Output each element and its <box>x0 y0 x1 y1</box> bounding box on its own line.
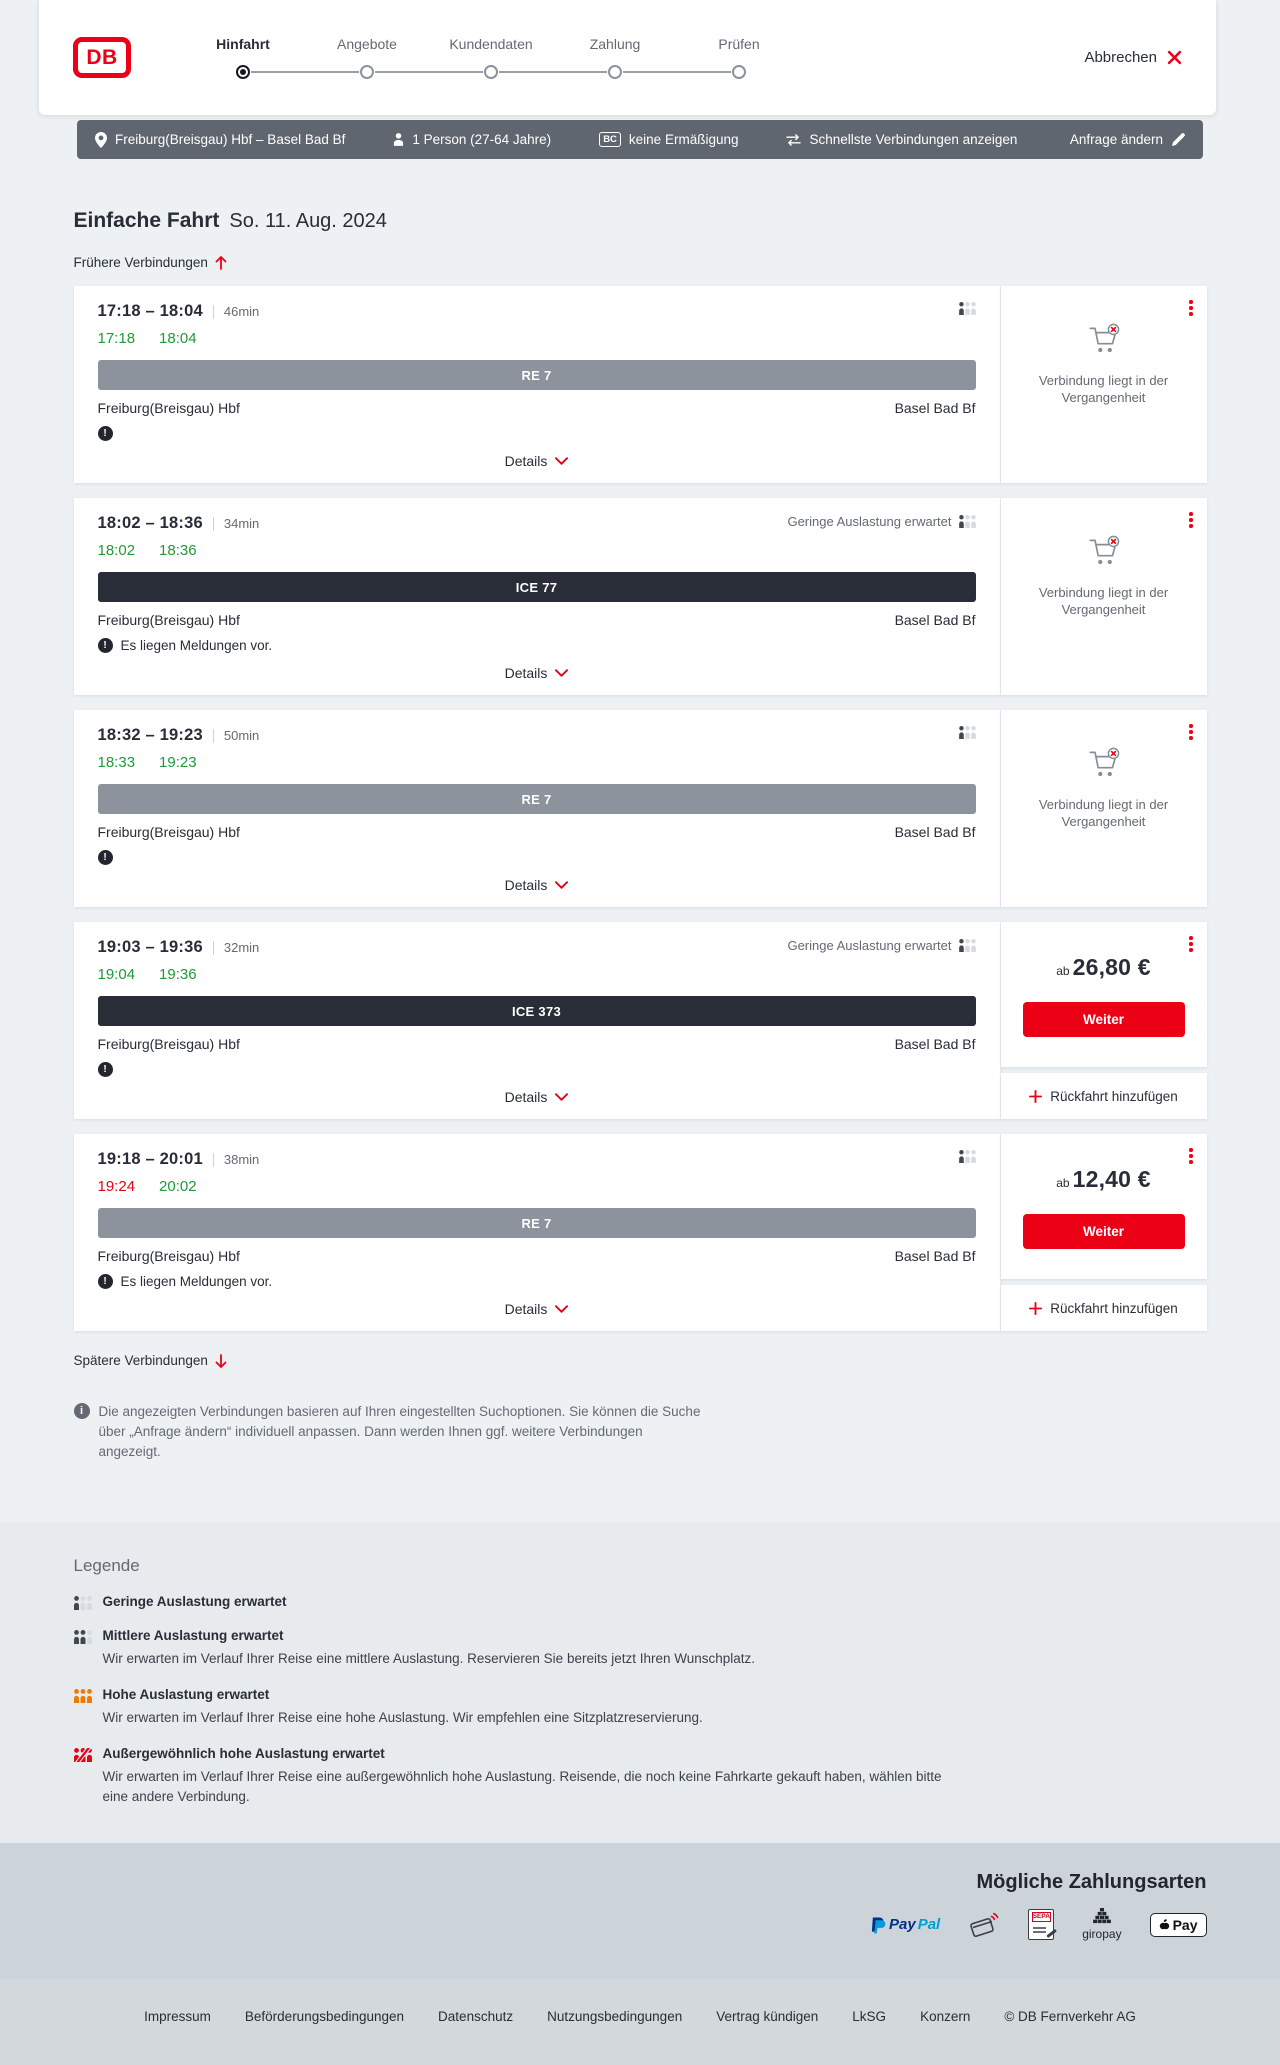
time-range: 18:02 – 18:36 <box>97 514 203 532</box>
legend-item <box>74 1687 1207 1728</box>
stepper <box>181 36 801 79</box>
arrival-time: 18:04 <box>159 330 197 347</box>
footer-links <box>74 2009 1207 2024</box>
sort-summary <box>786 132 1017 147</box>
occupancy-indicator <box>952 302 976 315</box>
info-note-text: Die angezeigten Verbindungen basieren auf Ihren eingestellten Suchoptionen. Sie können die Suche über „Anfrage ändern“ individuell anpassen. Dann werden Ihnen ggf. weitere Verbindungen angezeigt. <box>98 1404 701 1459</box>
sepa-label: SEPA <box>1032 1913 1050 1920</box>
duration: 50min <box>223 728 260 743</box>
separator <box>213 941 214 955</box>
legend-item <box>74 1594 1207 1610</box>
cart-crossed-icon <box>1085 322 1123 358</box>
legend-item-description: Wir erwarten im Verlauf Ihrer Reise eine hohe Auslastung. Wir empfehlen eine Sitzplatzreservierung. <box>102 1710 703 1725</box>
notice <box>98 1274 976 1289</box>
edit-request-button[interactable] <box>1070 132 1185 147</box>
plus-icon <box>1029 1090 1042 1103</box>
side-panel-main <box>1001 1134 1207 1279</box>
separator <box>213 1153 214 1167</box>
footer-link[interactable]: Vertrag kündigen <box>716 2009 819 2024</box>
chevron-down-icon <box>555 1305 568 1313</box>
payments-section <box>0 1843 1280 1979</box>
kebab-menu-button[interactable] <box>1184 507 1198 533</box>
train-label: ICE 77 <box>98 572 976 602</box>
step-label: Prüfen <box>718 36 760 52</box>
chevron-down-icon <box>555 881 568 889</box>
side-panel-main <box>1001 498 1207 695</box>
legend-items <box>74 1594 1207 1807</box>
departure-time: 19:04 <box>97 966 136 983</box>
cancel-label: Abbrechen <box>1084 49 1157 66</box>
legend-item-title: Hohe Auslastung erwartet <box>102 1687 270 1702</box>
connection-card <box>74 1134 1001 1331</box>
separator <box>213 517 214 531</box>
price-prefix: ab <box>1056 1176 1070 1190</box>
connection-side-panel <box>1001 1134 1207 1331</box>
later-connections-link[interactable] <box>74 1353 227 1368</box>
notice <box>98 426 976 441</box>
alert-icon <box>98 426 113 441</box>
discount-label: keine Ermäßigung <box>628 132 739 147</box>
pencil-icon <box>1172 133 1185 146</box>
details-button[interactable] <box>499 661 575 685</box>
departure-time: 18:33 <box>97 754 136 771</box>
info-icon <box>74 1403 90 1419</box>
occupancy-indicator <box>952 726 976 739</box>
connection-row <box>74 498 1207 695</box>
price-prefix: ab <box>1056 964 1070 978</box>
footer-link[interactable]: Nutzungsbedingungen <box>547 2009 683 2024</box>
notice <box>98 638 976 653</box>
time-range: 18:32 – 19:23 <box>97 726 203 744</box>
sepa-icon <box>1028 1909 1054 1940</box>
connection-row <box>74 1134 1207 1331</box>
kebab-menu-button[interactable] <box>1184 295 1198 321</box>
stations <box>98 400 976 416</box>
legend-text <box>103 1594 287 1609</box>
legend-item-title: Geringe Auslastung erwartet <box>102 1594 287 1609</box>
price-panel <box>1001 954 1207 1037</box>
notice-text: Es liegen Meldungen vor. <box>120 1274 273 1289</box>
connection-row <box>74 922 1207 1119</box>
paypal-label-2: Pal <box>917 1916 941 1933</box>
actual-times <box>98 966 976 983</box>
occupancy-icon <box>959 726 976 739</box>
occupancy-icon <box>959 939 976 952</box>
info-note <box>74 1402 1207 1462</box>
origin-station: Freiburg(Breisgau) Hbf <box>97 1036 240 1052</box>
paypal-icon <box>870 1915 887 1935</box>
discount-summary <box>599 132 738 147</box>
connection-side-panel <box>1001 710 1207 907</box>
details-label: Details <box>504 665 548 681</box>
occupancy-icon <box>74 1689 92 1703</box>
past-connection-info <box>1001 746 1207 830</box>
footer-link[interactable]: Impressum <box>144 2009 211 2024</box>
arrow-down-icon <box>215 1354 227 1368</box>
step-label: Kundendaten <box>449 36 533 52</box>
legend-item <box>74 1628 1207 1669</box>
duration: 38min <box>223 1152 260 1167</box>
occupancy-icon <box>959 1150 976 1163</box>
price-line <box>1056 1166 1151 1193</box>
kebab-menu-button[interactable] <box>1184 719 1198 745</box>
price-value: 12,40 € <box>1072 1166 1151 1192</box>
passengers-summary <box>393 132 551 147</box>
arrival-time: 18:36 <box>159 542 197 559</box>
time-range: 17:18 – 18:04 <box>97 302 203 320</box>
later-connections-label: Spätere Verbindungen <box>73 1353 208 1368</box>
giropay-logo <box>1082 1908 1121 1941</box>
notice <box>98 1062 976 1077</box>
alert-icon <box>98 850 113 865</box>
cart-crossed-icon <box>1085 534 1123 570</box>
separator <box>213 729 214 743</box>
db-logo[interactable] <box>73 37 131 78</box>
payment-methods <box>74 1908 1207 1941</box>
trip-type-title: Einfache Fahrt <box>73 209 220 232</box>
add-return-trip-button[interactable] <box>1001 1285 1207 1331</box>
add-return-trip-button[interactable] <box>1001 1073 1207 1119</box>
details-button[interactable] <box>499 1085 575 1109</box>
giropay-label: giropay <box>1082 1927 1122 1941</box>
app-header <box>39 0 1216 115</box>
paypal-label: Pay <box>889 1916 916 1933</box>
apple-pay-label: Pay <box>1172 1916 1198 1933</box>
connection-times <box>98 514 260 533</box>
legend-item-title: Mittlere Auslastung erwartet <box>102 1628 284 1643</box>
time-range: 19:03 – 19:36 <box>97 938 203 956</box>
apple-icon <box>1159 1918 1170 1931</box>
earlier-connections-link[interactable] <box>74 255 227 270</box>
route-label: Freiburg(Breisgau) Hbf – Basel Bad Bf <box>115 132 346 147</box>
stations <box>98 1248 976 1264</box>
origin-station: Freiburg(Breisgau) Hbf <box>97 824 240 840</box>
separator <box>213 305 214 319</box>
kebab-menu-button[interactable] <box>1184 931 1198 957</box>
past-connection-info <box>1001 534 1207 618</box>
duration: 46min <box>223 304 260 319</box>
earlier-connections-label: Frühere Verbindungen <box>73 255 208 270</box>
cancel-button[interactable] <box>1084 49 1182 66</box>
legend-heading: Legende <box>73 1556 140 1575</box>
footer-link[interactable]: Konzern <box>920 2009 971 2024</box>
past-connection-info <box>1001 322 1207 406</box>
duration: 32min <box>223 940 260 955</box>
actual-times <box>98 542 976 559</box>
destination-station: Basel Bad Bf <box>894 400 976 416</box>
connections-list <box>74 286 1207 1331</box>
legend-item-title: Außergewöhnlich hohe Auslastung erwartet <box>102 1746 385 1761</box>
occupancy-icon <box>74 1630 92 1644</box>
occupancy-indicator <box>787 514 975 529</box>
details-button[interactable] <box>499 873 575 897</box>
legend-item-description: Wir erwarten im Verlauf Ihrer Reise eine mittlere Auslastung. Reservieren Sie bereits jetzt Ihren Wunschplatz. <box>102 1651 756 1666</box>
payments-heading: Mögliche Zahlungsarten <box>976 1871 1207 1893</box>
notice-text: Es liegen Meldungen vor. <box>120 638 273 653</box>
connection-card <box>74 498 1001 695</box>
occupancy-icon <box>74 1596 92 1610</box>
connection-row <box>74 286 1207 483</box>
step-circle-icon <box>360 65 374 79</box>
plus-icon <box>1029 1302 1042 1315</box>
bahncard-icon: BC <box>599 132 621 147</box>
origin-station: Freiburg(Breisgau) Hbf <box>97 400 240 416</box>
legend-text <box>103 1628 756 1669</box>
chevron-down-icon <box>555 457 568 465</box>
departure-time: 17:18 <box>97 330 136 347</box>
occupancy-label: Geringe Auslastung erwartet <box>787 938 952 953</box>
price-panel <box>1001 1166 1207 1249</box>
occupancy-label: Geringe Auslastung erwartet <box>787 514 952 529</box>
connection-times <box>98 302 260 321</box>
details-label: Details <box>504 1301 548 1317</box>
footer-link[interactable]: Beförderungsbedingungen <box>244 2009 405 2024</box>
connection-times <box>98 938 260 957</box>
giropay-icon <box>1093 1908 1111 1925</box>
chevron-down-icon <box>555 1093 568 1101</box>
step-circle-icon <box>732 65 746 79</box>
time-range: 19:18 – 20:01 <box>97 1150 203 1168</box>
legend-text <box>103 1746 963 1807</box>
origin-station: Freiburg(Breisgau) Hbf <box>97 612 240 628</box>
arrival-time: 20:02 <box>159 1178 197 1195</box>
edit-request-label: Anfrage ändern <box>1069 132 1163 147</box>
legend-item <box>74 1746 1207 1807</box>
legend-section <box>0 1522 1280 1843</box>
actual-times <box>98 330 976 347</box>
side-panel-main <box>1001 286 1207 483</box>
legend-item-description: Wir erwarten im Verlauf Ihrer Reise eine außergewöhnlich hohe Auslastung. Reisende, die noch keine Fahrkarte gekauft haben, wählen bitte eine andere Verbindung. <box>102 1769 942 1804</box>
side-panel-main <box>1001 922 1207 1067</box>
occupancy-indicator <box>787 938 975 953</box>
duration: 34min <box>223 516 260 531</box>
stations <box>98 1036 976 1052</box>
connection-card <box>74 710 1001 907</box>
passengers-label: 1 Person (27-64 Jahre) <box>412 132 552 147</box>
search-summary-bar <box>77 120 1203 159</box>
alert-icon <box>98 1274 113 1289</box>
chevron-down-icon <box>555 669 568 677</box>
continue-button[interactable]: Weiter <box>1023 1214 1185 1249</box>
price-line <box>1056 954 1151 981</box>
past-connection-message: Verbindung liegt in der Vergangenheit <box>1038 797 1169 829</box>
stations <box>98 824 976 840</box>
travel-date: So. 11. Aug. 2024 <box>229 210 387 232</box>
pen-icon <box>1047 1929 1057 1938</box>
arrow-up-icon <box>215 256 227 270</box>
details-label: Details <box>504 877 548 893</box>
train-label: RE 7 <box>98 784 976 814</box>
origin-station: Freiburg(Breisgau) Hbf <box>97 1248 240 1264</box>
arrival-time: 19:23 <box>159 754 197 771</box>
connection-card <box>74 922 1001 1119</box>
add-return-label: Rückfahrt hinzufügen <box>1050 1088 1178 1104</box>
destination-station: Basel Bad Bf <box>894 612 976 628</box>
destination-station: Basel Bad Bf <box>894 824 976 840</box>
departure-time: 18:02 <box>97 542 136 559</box>
footer-link[interactable]: LkSG <box>852 2009 887 2024</box>
person-icon <box>393 133 404 146</box>
details-label: Details <box>504 1089 548 1105</box>
footer-link[interactable]: Datenschutz <box>438 2009 514 2024</box>
kebab-menu-button[interactable] <box>1184 1143 1198 1169</box>
destination-station: Basel Bad Bf <box>894 1248 976 1264</box>
step-circle-icon <box>608 65 622 79</box>
connection-row <box>74 710 1207 907</box>
connection-side-panel <box>1001 286 1207 483</box>
train-label: RE 7 <box>98 1208 976 1238</box>
credit-card-icon <box>968 1911 1000 1939</box>
arrival-time: 19:36 <box>159 966 197 983</box>
occupancy-indicator <box>952 1150 976 1163</box>
page-title <box>74 209 1207 233</box>
step-circle-icon <box>236 65 250 79</box>
destination-station: Basel Bad Bf <box>894 1036 976 1052</box>
results-section <box>74 209 1207 1462</box>
connection-times <box>98 726 260 745</box>
past-connection-message: Verbindung liegt in der Vergangenheit <box>1038 373 1169 405</box>
apple-pay-badge <box>1150 1913 1207 1937</box>
departure-time: 19:24 <box>97 1178 136 1195</box>
close-icon <box>1167 50 1182 65</box>
connection-side-panel <box>1001 922 1207 1119</box>
location-pin-icon <box>95 132 107 148</box>
occupancy-icon <box>74 1748 92 1762</box>
legend-text <box>103 1687 703 1728</box>
db-logo-text: DB <box>86 45 118 69</box>
sort-label: Schnellste Verbindungen anzeigen <box>809 132 1018 147</box>
stepper-step[interactable] <box>181 36 305 79</box>
copyright: © DB Fernverkehr AG <box>1004 2009 1136 2024</box>
details-button[interactable] <box>499 449 575 473</box>
alert-icon <box>98 1062 113 1077</box>
price-value: 26,80 € <box>1072 954 1151 980</box>
train-label: RE 7 <box>98 360 976 390</box>
step-label: Angebote <box>337 36 397 52</box>
footer <box>0 1979 1280 2065</box>
step-label: Hinfahrt <box>216 36 270 52</box>
side-panel-main <box>1001 710 1207 907</box>
step-circle-icon <box>484 65 498 79</box>
continue-button[interactable]: Weiter <box>1023 1002 1185 1037</box>
past-connection-message: Verbindung liegt in der Vergangenheit <box>1038 585 1169 617</box>
details-label: Details <box>504 453 548 469</box>
stations <box>98 612 976 628</box>
occupancy-icon <box>959 515 976 528</box>
sort-arrows-icon <box>786 134 801 146</box>
actual-times <box>98 1178 976 1195</box>
occupancy-icon <box>959 302 976 315</box>
connection-times <box>98 1150 260 1169</box>
add-return-label: Rückfahrt hinzufügen <box>1050 1300 1178 1316</box>
connection-card <box>74 286 1001 483</box>
route-summary <box>95 132 345 148</box>
cart-crossed-icon <box>1085 746 1123 782</box>
train-label: ICE 373 <box>98 996 976 1026</box>
step-label: Zahlung <box>589 36 641 52</box>
connection-side-panel <box>1001 498 1207 695</box>
alert-icon <box>98 638 113 653</box>
notice <box>98 850 976 865</box>
details-button[interactable] <box>499 1297 575 1321</box>
actual-times <box>98 754 976 771</box>
paypal-logo <box>870 1915 940 1935</box>
